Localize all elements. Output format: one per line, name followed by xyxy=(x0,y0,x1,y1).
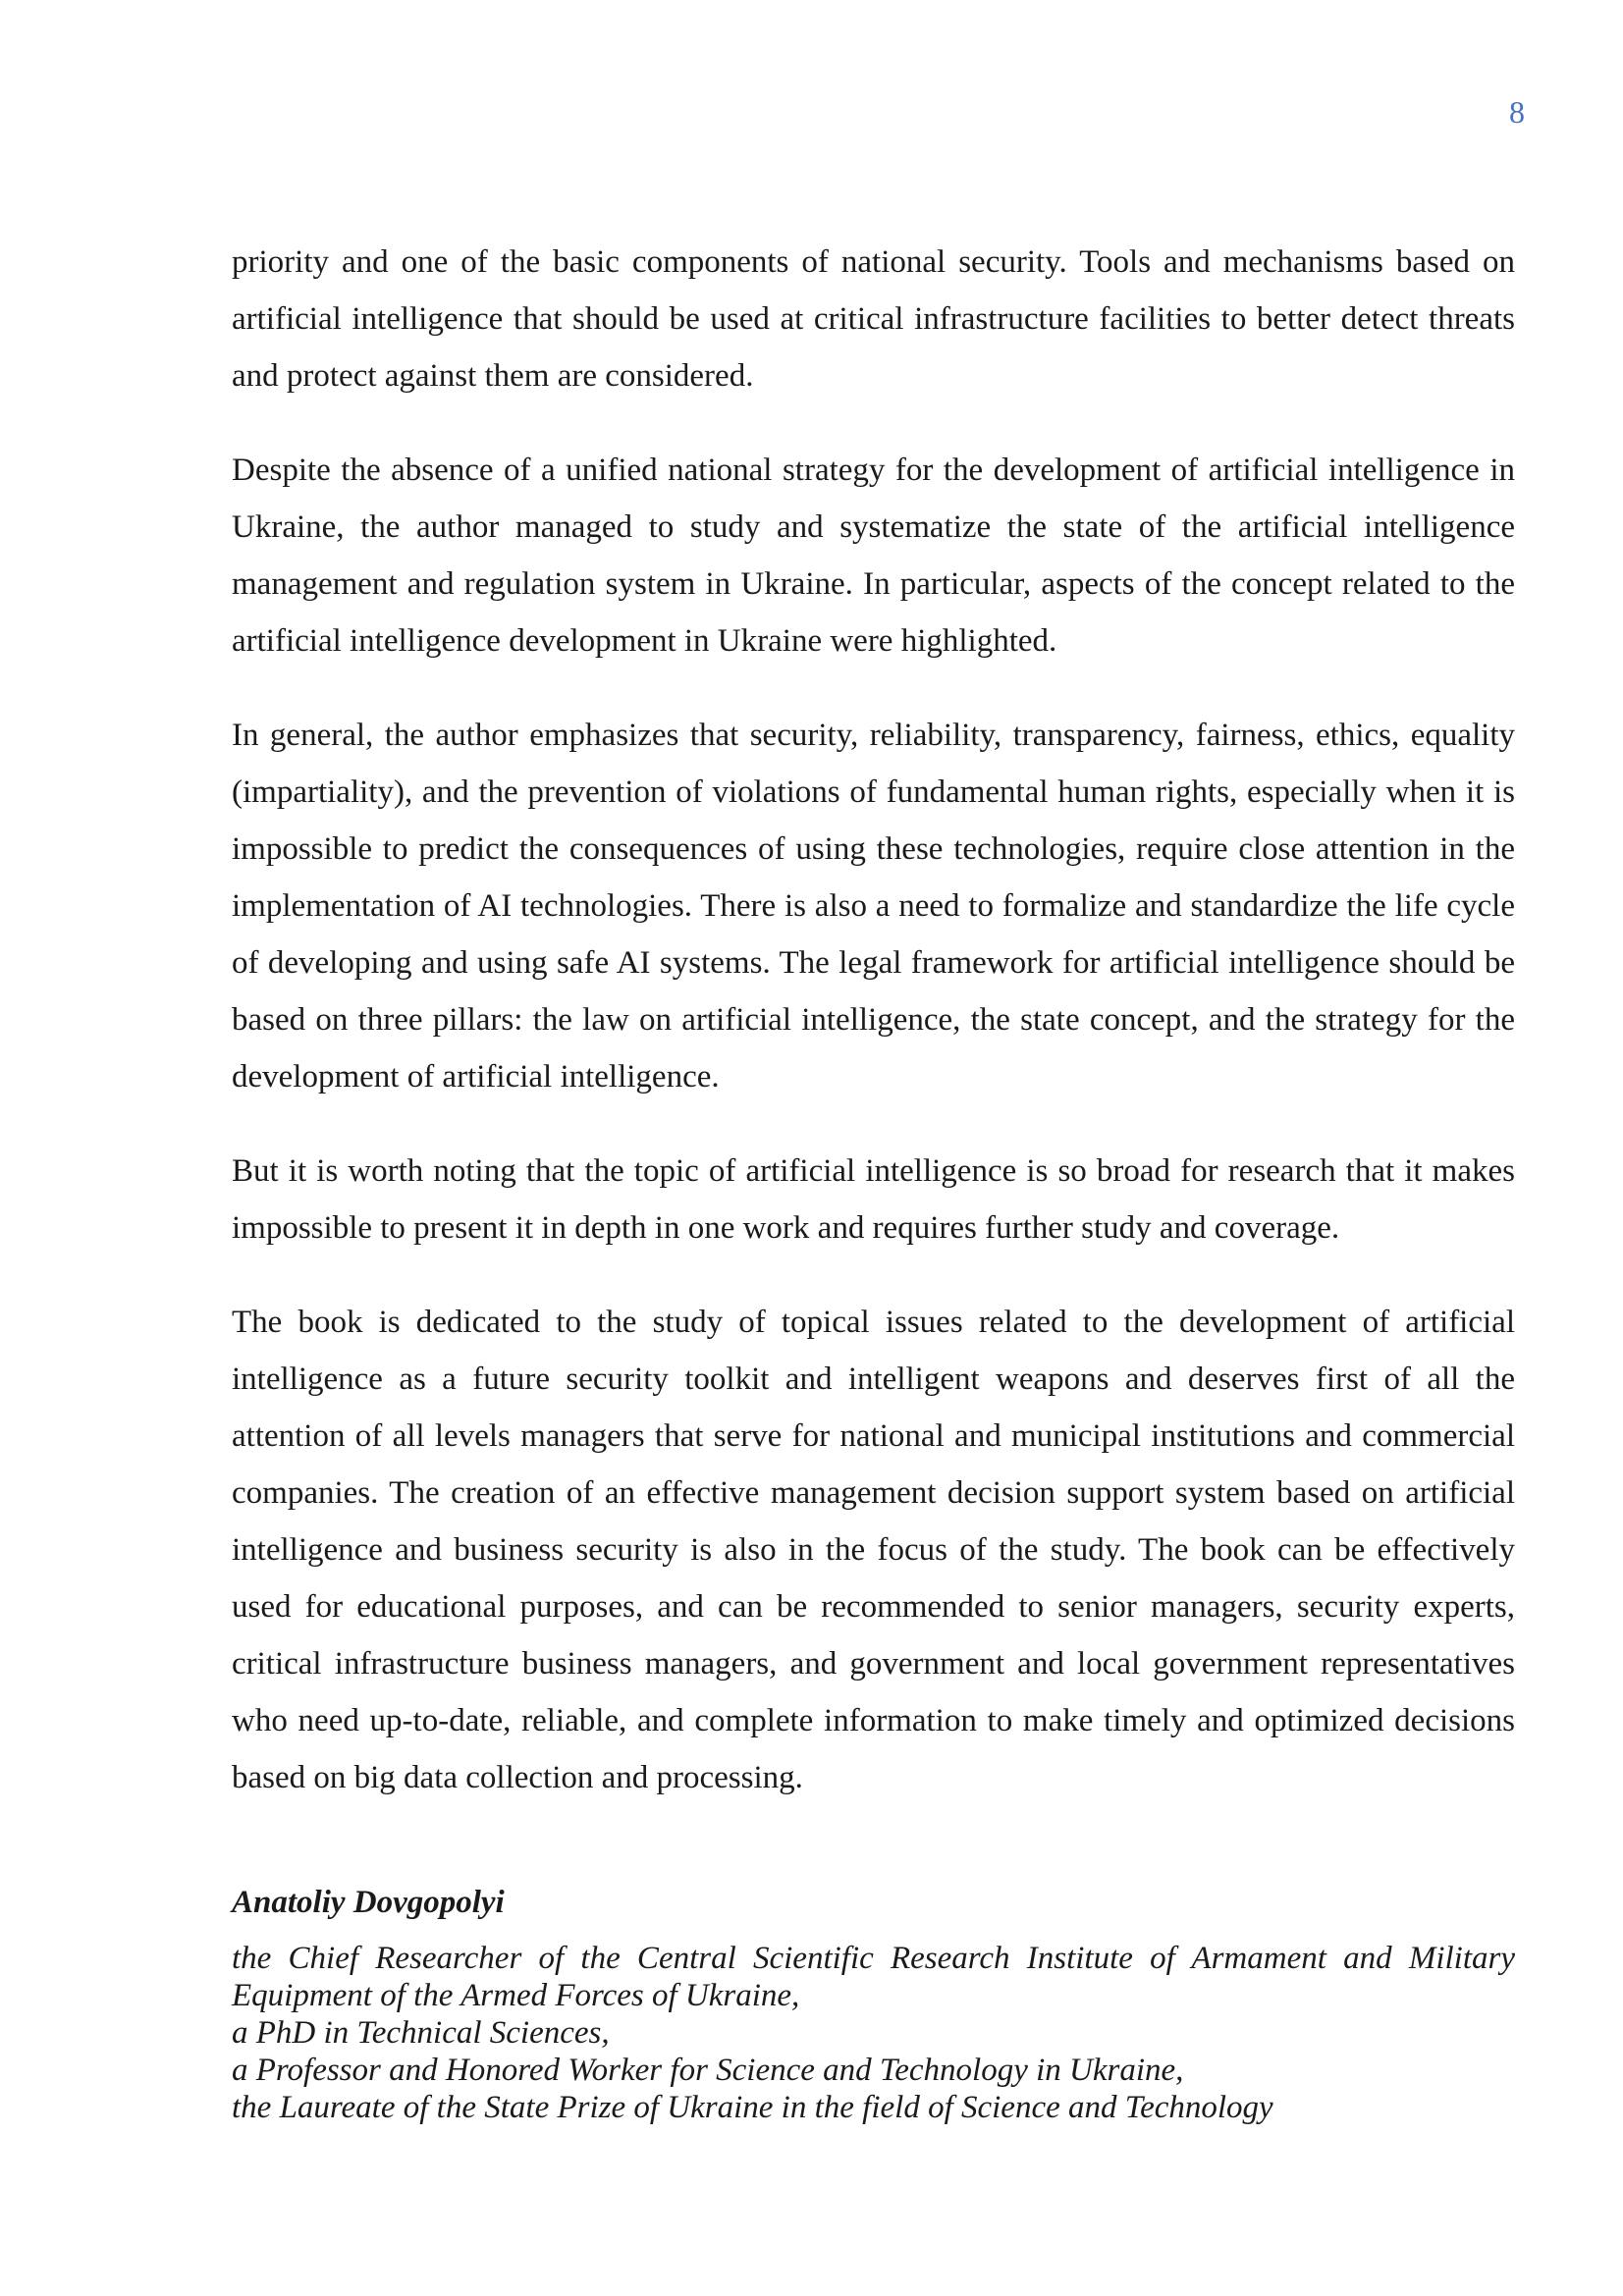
credential-line-4: a Professor and Honored Worker for Science and Technology in Ukraine, xyxy=(232,2053,1184,2088)
paragraph-1: priority and one of the basic components of national security. Tools and mechanisms based on artificial intelligence that should be used at critical infrastructure facilities to better detect threats and protect against them are considered. xyxy=(232,244,1515,394)
paragraph-2: Despite the absence of a unified national strategy for the development of artificial intelligence in Ukraine, the author managed to study and systematize the state of the artificial intelligence management and regulation system in Ukraine. In particular, aspects of the concept related to the artificial intelligence development in Ukraine were highlighted. xyxy=(232,453,1515,659)
paragraph-3: In general, the author emphasizes that security, reliability, transparency, fairness, ethics, equality (impartiality), and the prevention of violations of fundamental human rights, especially when it is impossible to predict the consequences of using these technologies, require close attention in the implementation of AI technologies. There is also a need to formalize and standardize the life cycle of developing and using safe AI systems. The legal framework for artificial intelligence should be based on three pillars: the law on artificial intelligence, the state concept, and the strategy for the development of artificial intelligence. xyxy=(232,718,1515,1095)
author-name: Anatoliy Dovgopolyi xyxy=(232,1885,505,1920)
page-number: 8 xyxy=(1509,94,1525,130)
credential-line-5: the Laureate of the State Prize of Ukraine in the field of Science and Technology xyxy=(232,2090,1273,2125)
document-body xyxy=(232,234,1515,2126)
author-signature xyxy=(232,1883,1515,2126)
credential-line-2: Equipment of the Armed Forces of Ukraine, xyxy=(232,1978,800,2013)
paragraph-4: But it is worth noting that the topic of artificial intelligence is so broad for research that it makes impossible to present it in depth in one work and requires further study and coverage. xyxy=(232,1153,1515,1246)
paragraph-5: The book is dedicated to the study of topical issues related to the development of artificial intelligence as a future security toolkit and intelligent weapons and deserves first of all the attention of all levels managers that serve for national and municipal institutions and commercial companies. The creation of an effective management decision support system based on artificial intelligence and business security is also in the focus of the study. The book can be effectively used for educational purposes, and can be recommended to senior managers, security experts, critical infrastructure business managers, and government and local government representatives who need up-to-date, reliable, and complete information to make timely and optimized decisions based on big data collection and processing. xyxy=(232,1305,1515,1795)
author-credentials xyxy=(232,1940,1515,2126)
credential-line-3: a PhD in Technical Sciences, xyxy=(232,2015,610,2051)
credential-line-1: the Chief Researcher of the Central Scientific Research Institute of Armament and Military xyxy=(232,1941,1515,1976)
